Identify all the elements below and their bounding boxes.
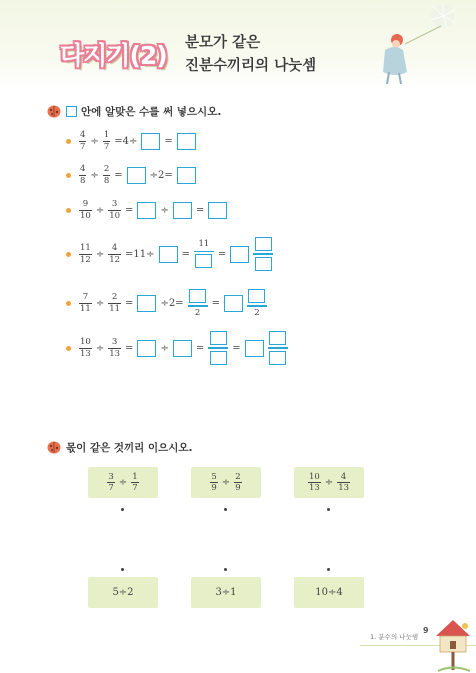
answer-box-whole[interactable] bbox=[245, 340, 264, 357]
section-2-header bbox=[46, 438, 193, 456]
problem-3: $\frac{9}{10}$ ÷ $\frac{3}{10}$ = ÷ = bbox=[66, 195, 229, 225]
dandelion-girl-illustration bbox=[375, 0, 476, 92]
problem-6: $\frac{10}{13}$ ÷ $\frac{3}{13}$ = ÷ = = bbox=[66, 328, 290, 368]
section-1-instruction: 안에 알맞은 수를 써 넣으시오. bbox=[81, 105, 222, 118]
fraction: $\frac{3}{10}$ bbox=[109, 199, 121, 221]
answer-box[interactable] bbox=[127, 167, 146, 184]
box-fraction bbox=[268, 331, 288, 365]
answer-box[interactable] bbox=[141, 133, 160, 150]
connection-dot[interactable] bbox=[121, 508, 124, 511]
connection-dot[interactable] bbox=[327, 568, 330, 571]
answer-box[interactable] bbox=[210, 331, 227, 345]
fraction-with-box-numerator: 2 bbox=[247, 289, 267, 317]
ladybug-icon bbox=[46, 103, 62, 119]
subtitle-line-2: 진분수끼리의 나눗셈 bbox=[185, 58, 317, 74]
match-card-bottom-1[interactable]: 5÷2 bbox=[88, 577, 158, 608]
problem-4: $\frac{11}{12}$ ÷ $\frac{4}{12}$ =11÷ = 11 = bbox=[66, 234, 275, 274]
answer-box[interactable] bbox=[173, 202, 192, 219]
bullet-icon bbox=[66, 252, 71, 257]
fraction: $\frac{7}{11}$ bbox=[80, 292, 91, 314]
bullet-icon bbox=[66, 208, 71, 213]
fraction: $\frac{11}{12}$ bbox=[80, 243, 91, 265]
match-card-bottom-2[interactable]: 3÷1 bbox=[191, 577, 261, 608]
fraction: $\frac{10}{13}$ bbox=[80, 337, 91, 359]
answer-box[interactable] bbox=[195, 254, 212, 268]
fraction: $\frac{4}{12}$ bbox=[109, 243, 121, 265]
box-fraction bbox=[208, 331, 228, 365]
answer-box[interactable] bbox=[159, 246, 178, 263]
answer-box[interactable] bbox=[189, 289, 206, 303]
answer-box[interactable] bbox=[173, 340, 192, 357]
answer-box[interactable] bbox=[248, 289, 265, 303]
fraction: $\frac{1}{7}$ bbox=[103, 130, 110, 152]
answer-box-whole[interactable] bbox=[230, 246, 249, 263]
match-card-bottom-3[interactable]: 10÷4 bbox=[294, 577, 364, 608]
answer-box[interactable] bbox=[177, 133, 196, 150]
footer-chapter: 1. 분수의 나눗셈 bbox=[370, 633, 419, 641]
bullet-icon bbox=[66, 173, 71, 178]
answer-box[interactable] bbox=[269, 331, 286, 345]
problem-1: $\frac{4}{7}$ ÷ $\frac{1}{7}$ =4÷ = bbox=[66, 126, 198, 156]
connection-dot[interactable] bbox=[327, 508, 330, 511]
fraction: $\frac{2}{11}$ bbox=[109, 292, 121, 314]
fraction-with-box-denominator: 11 bbox=[194, 240, 214, 268]
answer-box[interactable] bbox=[210, 351, 227, 365]
answer-box[interactable] bbox=[255, 237, 272, 251]
ladybug-icon bbox=[46, 439, 62, 455]
problem-2: $\frac{4}{8}$ ÷ $\frac{2}{8}$ = ÷2= bbox=[66, 160, 198, 190]
fraction: $\frac{9}{10}$ bbox=[80, 199, 91, 221]
box-fraction bbox=[253, 237, 273, 271]
match-card-top-3[interactable]: $\frac{10}{13}$ ÷ $\frac{4}{13}$ bbox=[294, 467, 364, 498]
connection-dot[interactable] bbox=[224, 508, 227, 511]
fraction: $\frac{4}{8}$ bbox=[80, 164, 86, 186]
page-title: 다지기(2) bbox=[60, 41, 167, 70]
bullet-icon bbox=[66, 346, 71, 351]
answer-box[interactable] bbox=[269, 351, 286, 365]
instruction-blank-box bbox=[66, 106, 77, 117]
answer-box[interactable] bbox=[137, 202, 156, 219]
bullet-icon bbox=[66, 139, 71, 144]
fraction: $\frac{3}{13}$ bbox=[109, 337, 121, 359]
match-card-top-2[interactable]: $\frac{5}{9}$ ÷ $\frac{2}{9}$ bbox=[191, 467, 261, 498]
answer-box[interactable] bbox=[137, 340, 156, 357]
fraction: $\frac{4}{7}$ bbox=[80, 130, 86, 152]
section-2-instruction: 몫이 같은 것끼리 이으시오. bbox=[66, 441, 193, 454]
fraction: $\frac{2}{8}$ bbox=[103, 164, 110, 186]
answer-box[interactable] bbox=[208, 202, 227, 219]
connection-dot[interactable] bbox=[224, 568, 227, 571]
answer-box-whole[interactable] bbox=[224, 295, 243, 312]
problem-5: $\frac{7}{11}$ ÷ $\frac{2}{11}$ = ÷2= 2 = 2 bbox=[66, 284, 269, 322]
connection-dot[interactable] bbox=[121, 568, 124, 571]
answer-box[interactable] bbox=[255, 257, 272, 271]
match-card-top-1[interactable]: $\frac{3}{7}$ ÷ $\frac{1}{7}$ bbox=[88, 467, 158, 498]
section-1-header bbox=[46, 102, 221, 120]
bullet-icon bbox=[66, 301, 71, 306]
subtitle-line-1: 분모가 같은 bbox=[185, 35, 261, 51]
fraction-with-box-numerator: 2 bbox=[188, 289, 208, 317]
answer-box[interactable] bbox=[137, 295, 156, 312]
answer-box[interactable] bbox=[177, 167, 196, 184]
page-number: 9 bbox=[423, 626, 429, 635]
mailbox-house-icon bbox=[430, 614, 476, 673]
